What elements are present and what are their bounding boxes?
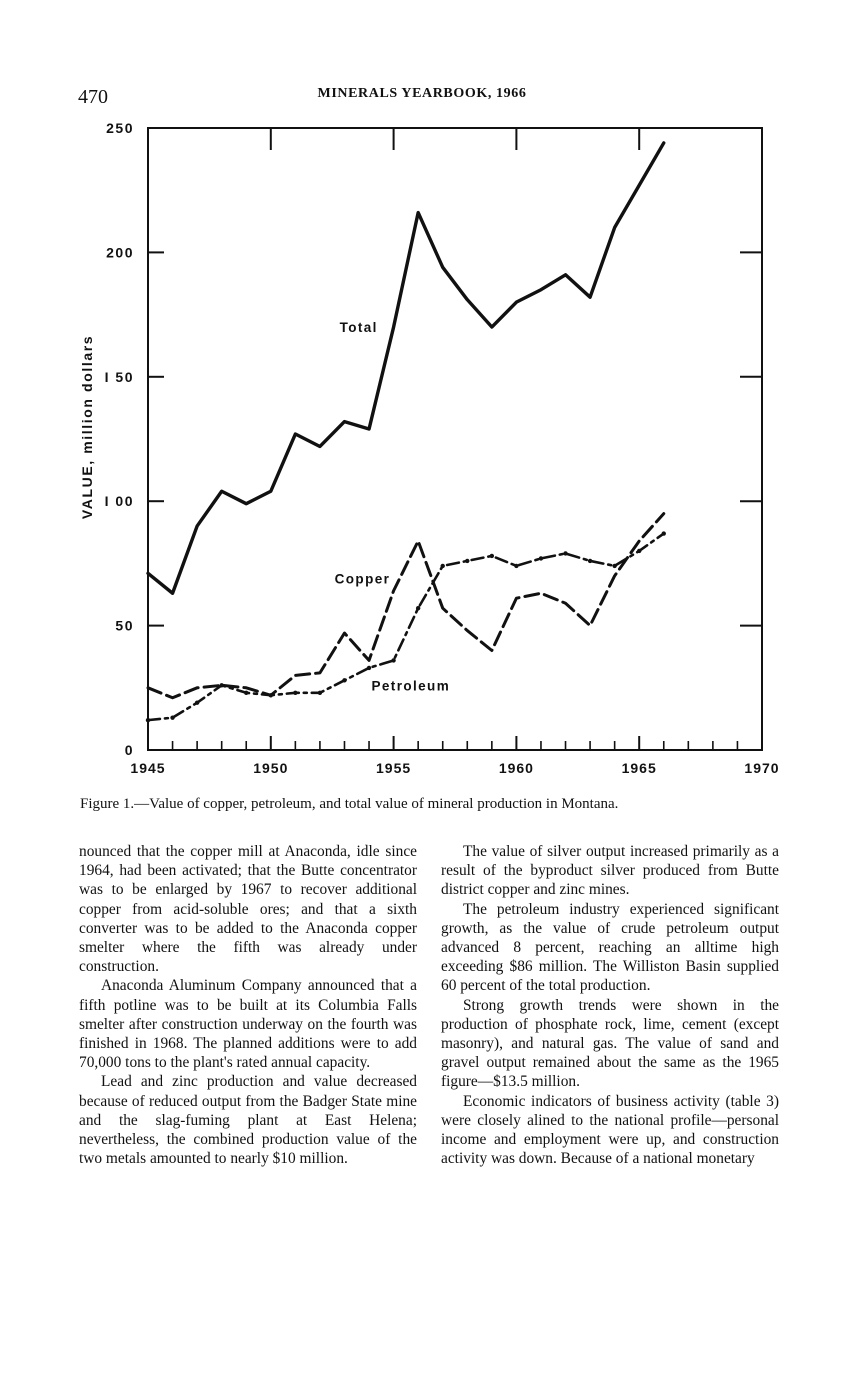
data-point-petroleum [170, 715, 174, 719]
data-point-petroleum [465, 559, 469, 563]
data-point-petroleum [219, 683, 223, 687]
data-point-petroleum [490, 554, 494, 558]
chart-series [146, 143, 666, 722]
data-point-petroleum [244, 691, 248, 695]
data-point-petroleum [269, 693, 273, 697]
data-point-petroleum [293, 691, 297, 695]
data-point-petroleum [416, 606, 420, 610]
left-text-column [79, 842, 417, 1168]
data-point-petroleum [662, 531, 666, 535]
right-paragraph-2: The petroleum industry experienced significant growth, as the value of crude petroleum output advanced 8 percent, reaching an alltime high exceeding $86 million. The Williston Basin supplied 60 percent of the total production. [441, 900, 779, 995]
data-point-petroleum [146, 718, 150, 722]
x-tick-label: 1945 [130, 760, 166, 776]
y-tick-label: 50 [115, 617, 134, 634]
data-point-petroleum [441, 564, 445, 568]
data-point-petroleum [195, 701, 199, 705]
data-point-petroleum [367, 666, 371, 670]
value-line-chart [0, 110, 856, 790]
running-head-text: MINERALS YEARBOOK, 1966 [317, 86, 527, 101]
series-label: Total [339, 320, 378, 336]
left-paragraph-3: Lead and zinc production and value decreased because of reduced output from the Badger State mine and the slag-fuming plant at East Helena; nevertheless, the combined production value of the two metals amounted to nearly $10 million. [79, 1073, 417, 1168]
right-paragraph-1: The value of silver output increased primarily as a result of the byproduct silver produced from Butte district copper and zinc mines. [441, 843, 779, 899]
data-point-petroleum [637, 549, 641, 553]
running-head [0, 86, 856, 102]
y-tick-label: 250 [106, 120, 134, 136]
x-tick-label: 1970 [744, 760, 780, 776]
figure-caption: Figure 1.—Value of copper, petroleum, and total value of mineral production in Montana. [80, 796, 619, 812]
series-line-copper [148, 514, 664, 698]
x-tick-label: 1955 [376, 760, 412, 776]
page-number: 470 [78, 86, 108, 108]
right-text-column [441, 842, 779, 1168]
data-point-petroleum [539, 556, 543, 560]
x-tick-label: 1960 [498, 760, 534, 776]
series-label: Copper [334, 571, 391, 587]
series-line-total [148, 143, 664, 593]
left-paragraph-2: Anaconda Aluminum Company announced that a fifth potline was to be built at its Columbia Falls smelter after construction underway on the fourth was finished in 1968. The planned additions were to add 70,000 tons to the plant's rated annual capacity. [79, 977, 417, 1072]
x-tick-label: 1965 [621, 760, 657, 776]
data-point-petroleum [514, 564, 518, 568]
y-tick-label: 200 [106, 244, 134, 261]
x-tick-label: 1950 [253, 760, 289, 776]
chart-frame [148, 128, 762, 750]
y-axis-label: VALUE, million dollars [79, 334, 95, 520]
data-point-petroleum [563, 551, 567, 555]
data-point-petroleum [588, 559, 592, 563]
data-point-petroleum [391, 658, 395, 662]
y-tick-label: I 50 [104, 368, 134, 385]
data-point-petroleum [612, 564, 616, 568]
chart-ticks [148, 128, 762, 750]
left-paragraph-1: nounced that the copper mill at Anaconda, idle since 1964, had been activated; that the Butte concentrator was to be enlarged by 1967 to recover additional copper from acid-soluble ores; and that a sixth converter was to be added to the Anaconda copper smelter where the fifth was already under construction. [79, 843, 417, 976]
right-paragraph-3: Strong growth trends were shown in the production of phosphate rock, lime, cement (except masonry), and natural gas. The value of sand and gravel output remained about the same as the 1965 figure—$13.5 million. [441, 996, 779, 1091]
chart-annotations [335, 320, 450, 693]
data-point-petroleum [342, 678, 346, 682]
y-tick-label: I 00 [104, 493, 134, 510]
plot-border [148, 128, 762, 750]
series-label: Petroleum [371, 678, 451, 694]
data-point-petroleum [318, 691, 322, 695]
y-tick-label: 0 [124, 742, 134, 758]
right-paragraph-4: Economic indicators of business activity (table 3) were closely alined to the national profile—personal income and employment were up, and construction activity was down. Because of a national monetary [441, 1092, 779, 1168]
